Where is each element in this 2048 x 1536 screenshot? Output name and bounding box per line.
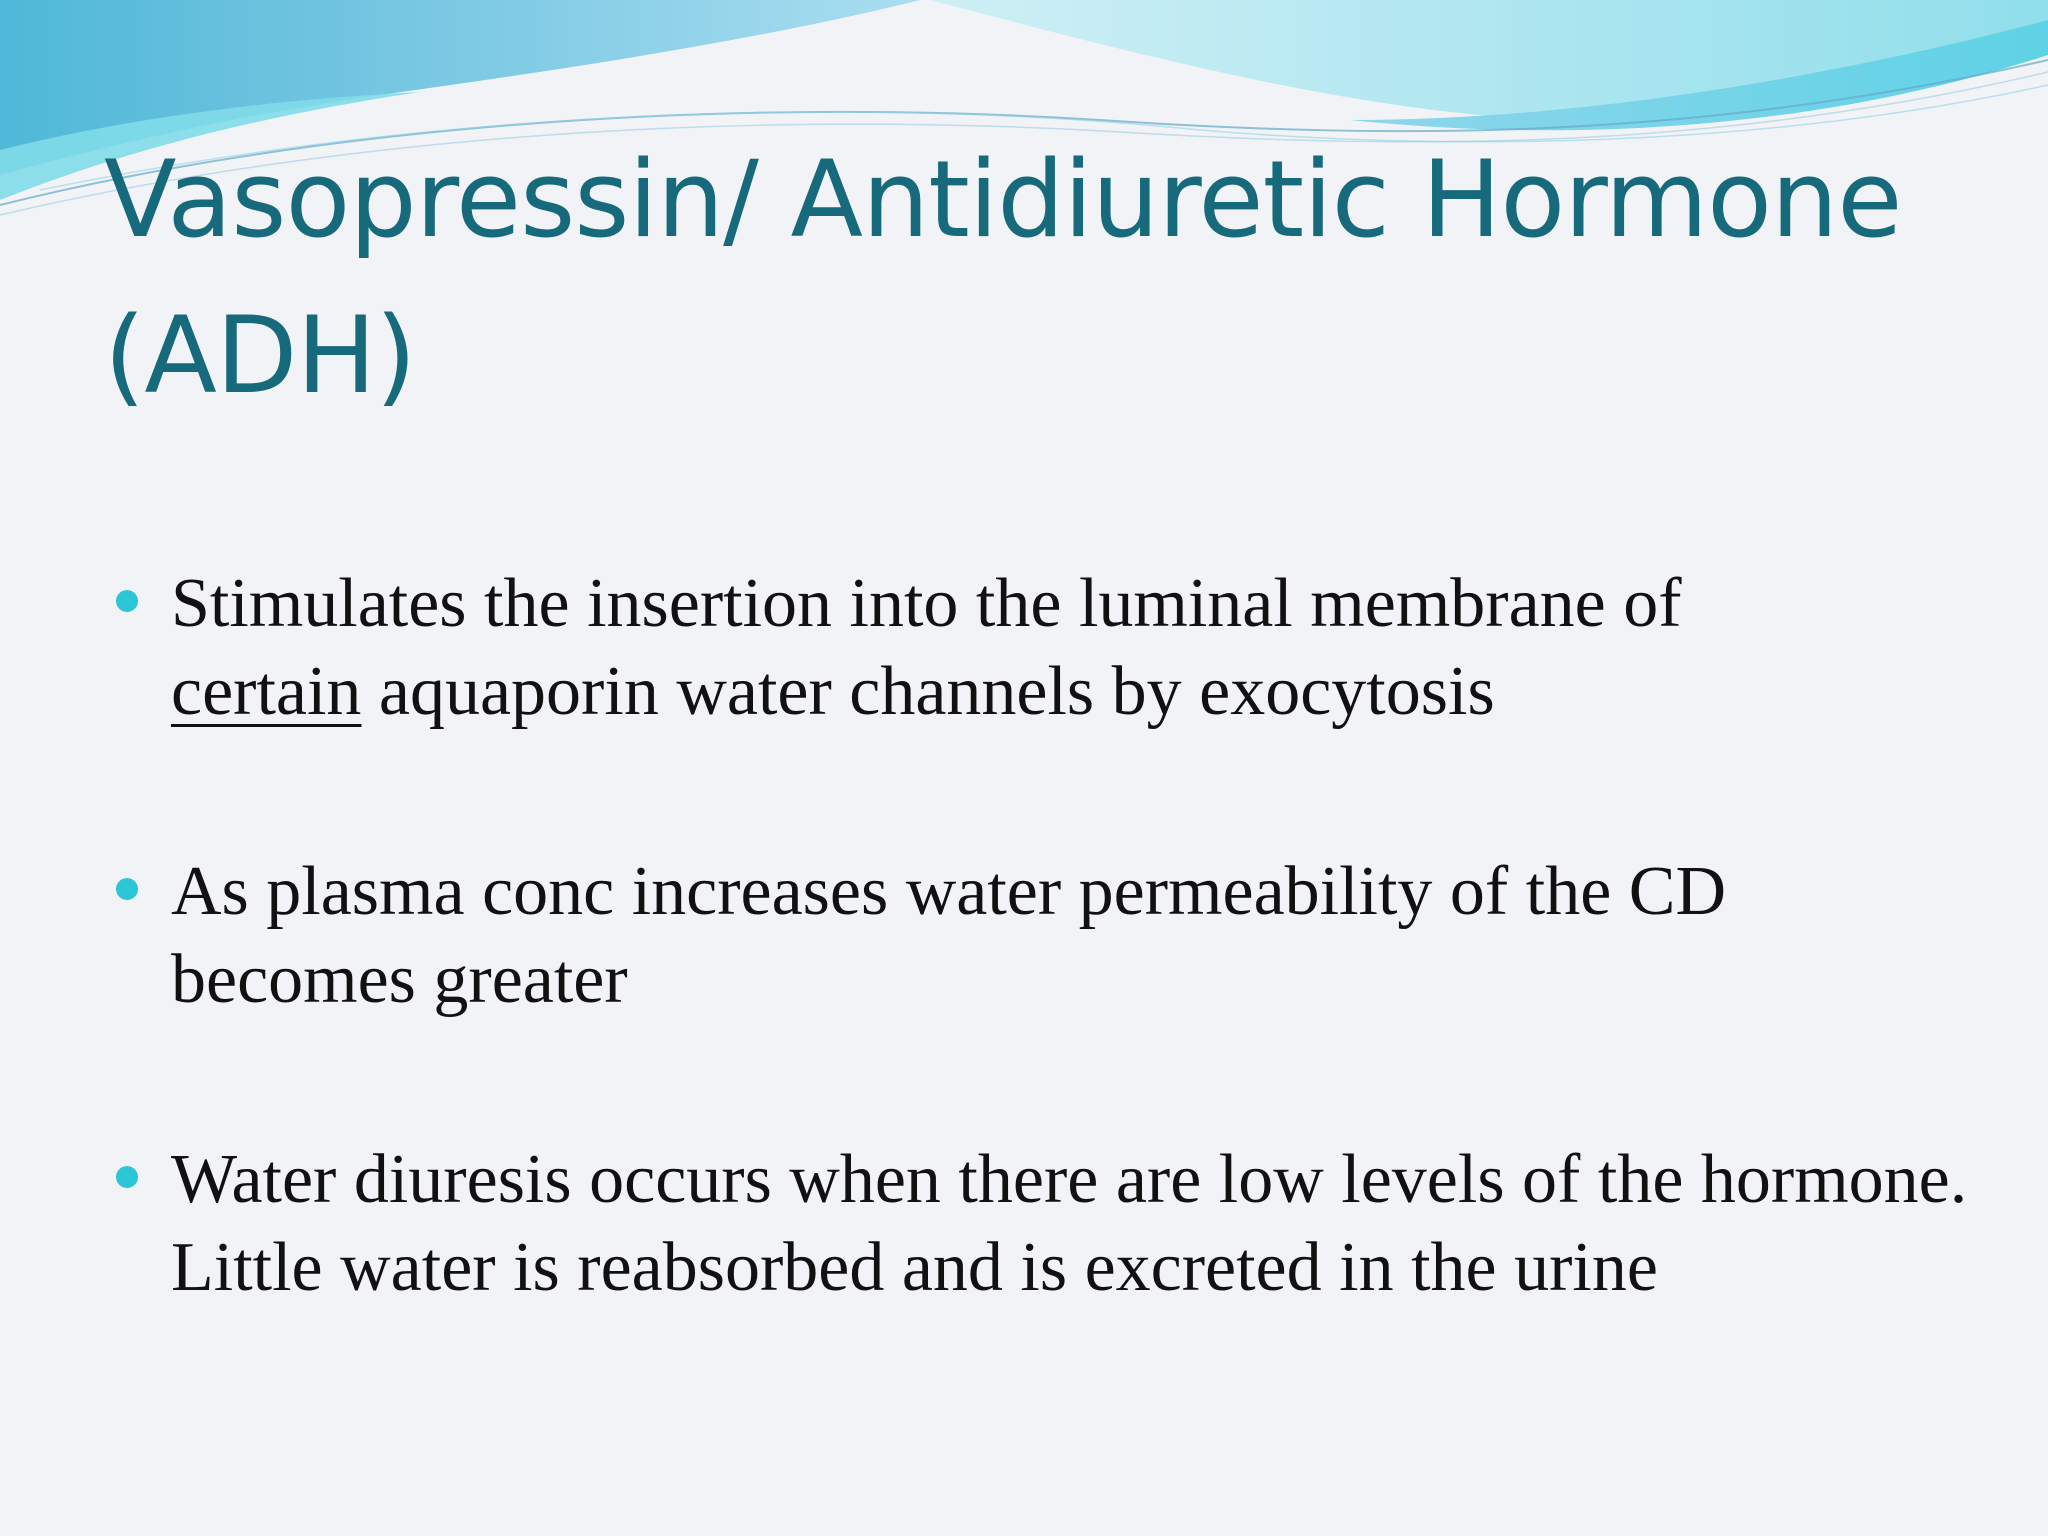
bullet-1-text-before: Stimulates the insertion into the luminal membrane of — [171, 565, 1682, 642]
bullet-dot-icon — [116, 590, 138, 612]
bullet-item-3 — [116, 1136, 1976, 1312]
bullet-dot-icon — [116, 878, 138, 900]
bullet-dot-icon — [116, 1166, 138, 1188]
title-line-2: (ADH) — [104, 294, 416, 417]
bullet-3-text: Water diuresis occurs when there are low levels of the hormone. Little water is reabsorbed and is excreted in the urine — [171, 1141, 1968, 1306]
bullet-1-text-after: aquaporin water channels by exocytosis — [361, 653, 1495, 730]
bullet-item-1 — [116, 560, 1976, 736]
bullet-1-underlined-word: certain — [171, 653, 362, 730]
slide-title — [104, 122, 1984, 434]
bullet-2-text: As plasma conc increases water permeability of the CD becomes greater — [171, 853, 1727, 1018]
bullet-list — [116, 560, 1976, 1424]
title-line-1: Vasopressin/ Antidiuretic Hormone — [104, 138, 1902, 261]
bullet-item-2 — [116, 848, 1976, 1024]
